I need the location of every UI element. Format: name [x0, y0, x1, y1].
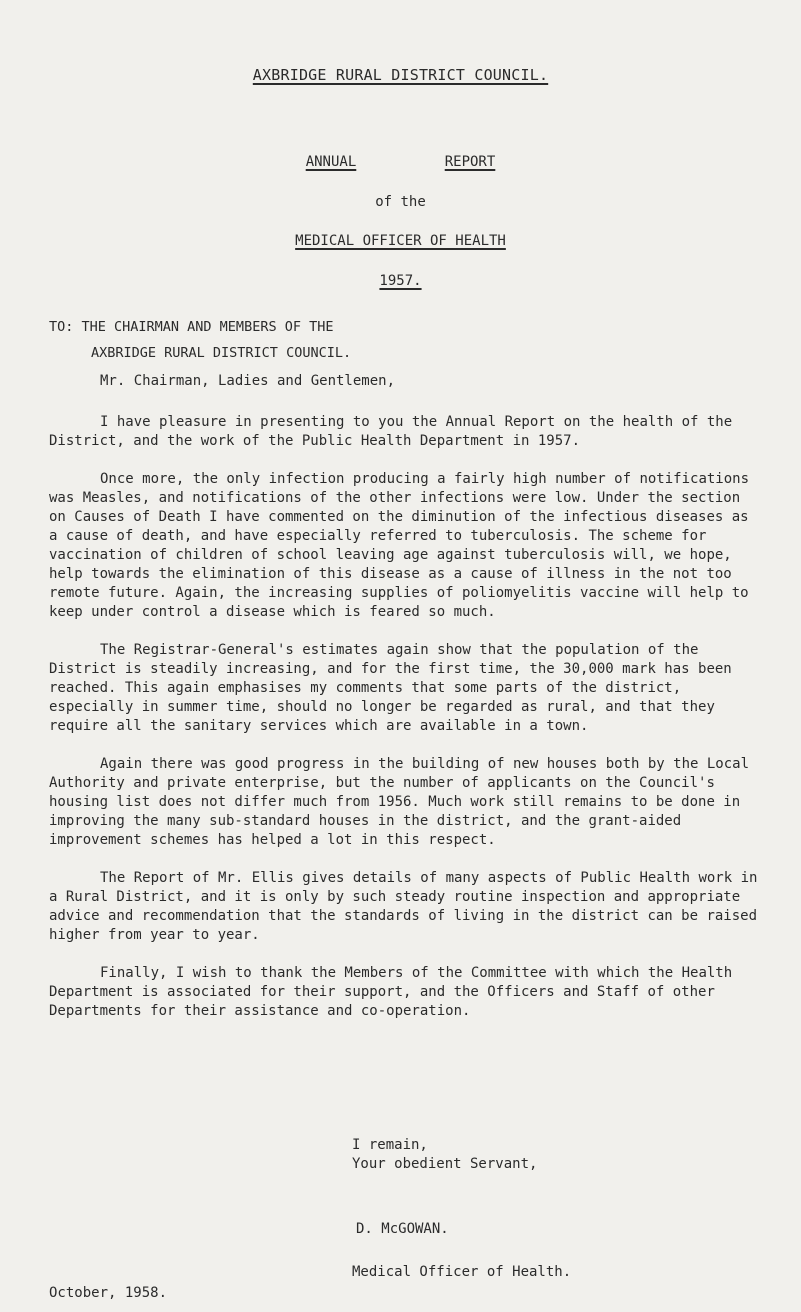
- addressee-block: [49, 314, 351, 366]
- of-the-text: of the: [375, 194, 426, 210]
- report-date: October, 1958.: [49, 1285, 168, 1301]
- closing-servant: Your obedient Servant,: [352, 1156, 538, 1172]
- report-year: 1957.: [379, 273, 422, 289]
- annual-word: ANNUAL: [305, 154, 357, 170]
- addressee-line-2: AXBRIDGE RURAL DISTRICT COUNCIL.: [91, 345, 352, 361]
- council-heading: AXBRIDGE RURAL DISTRICT COUNCIL.: [252, 66, 549, 84]
- signatory-name: D. McGOWAN.: [356, 1221, 449, 1237]
- addressee-line-1: TO: THE CHAIRMAN AND MEMBERS OF THE: [49, 319, 334, 335]
- paragraph-housing: Again there was good progress in the building of new houses both by the Local Authority and private enterprise, but the number of applicants on the Council's housing list does not differ much from 1956. Much work still remains to be done in improving the many sub-standard houses in the district, and the grant-aided improvement schemes has helped a lot in this respect.: [49, 756, 750, 848]
- closing-block: [352, 1136, 537, 1174]
- paragraph-intro: I have pleasure in presenting to you the Annual Report on the health of the District, and the work of the Public Health Department in 1957.: [49, 414, 733, 449]
- officer-heading: MEDICAL OFFICER OF HEALTH: [295, 233, 506, 249]
- paragraph-thanks: Finally, I wish to thank the Members of the Committee with which the Health Department is associated for their support, and the Officers and Staff of other Departments for their assistance and co-operation.: [49, 965, 733, 1019]
- closing-remain: I remain,: [352, 1137, 428, 1153]
- paragraph-inspection: The Report of Mr. Ellis gives details of many aspects of Public Health work in a Rural District, and it is only by such steady routine inspection and appropriate advice and recommendation that the standards of living in the district can be raised higher from year to year.: [49, 870, 758, 943]
- salutation: Mr. Chairman, Ladies and Gentlemen,: [100, 373, 396, 389]
- report-word: REPORT: [444, 154, 496, 170]
- report-title: [0, 154, 801, 170]
- paragraph-population: The Registrar-General's estimates again show that the population of the District is steadily increasing, and for the first time, the 30,000 mark has been reached. This again emphasises my comments that some parts of the district, especially in summer time, should no longer be regarded as rural, and that they require all the sanitary services which are available in a town.: [49, 642, 732, 734]
- paragraph-infections: Once more, the only infection producing a fairly high number of notifications was Measles, and notifications of the other infections were low. Under the section on Causes of Death I have commented on the diminution of the infectious diseases as a cause of death, and have especially referred to tuberculosis. The scheme for vaccination of children of school leaving age against tuberculosis will, we hope, help towards the elimination of this disease as a cause of illness in the not too remote future. Again, the increasing supplies of poliomyelitis vaccine will help to keep under control a disease which is feared so much.: [49, 471, 750, 620]
- report-body: [49, 413, 764, 1040]
- signatory-title: Medical Officer of Health.: [352, 1264, 572, 1280]
